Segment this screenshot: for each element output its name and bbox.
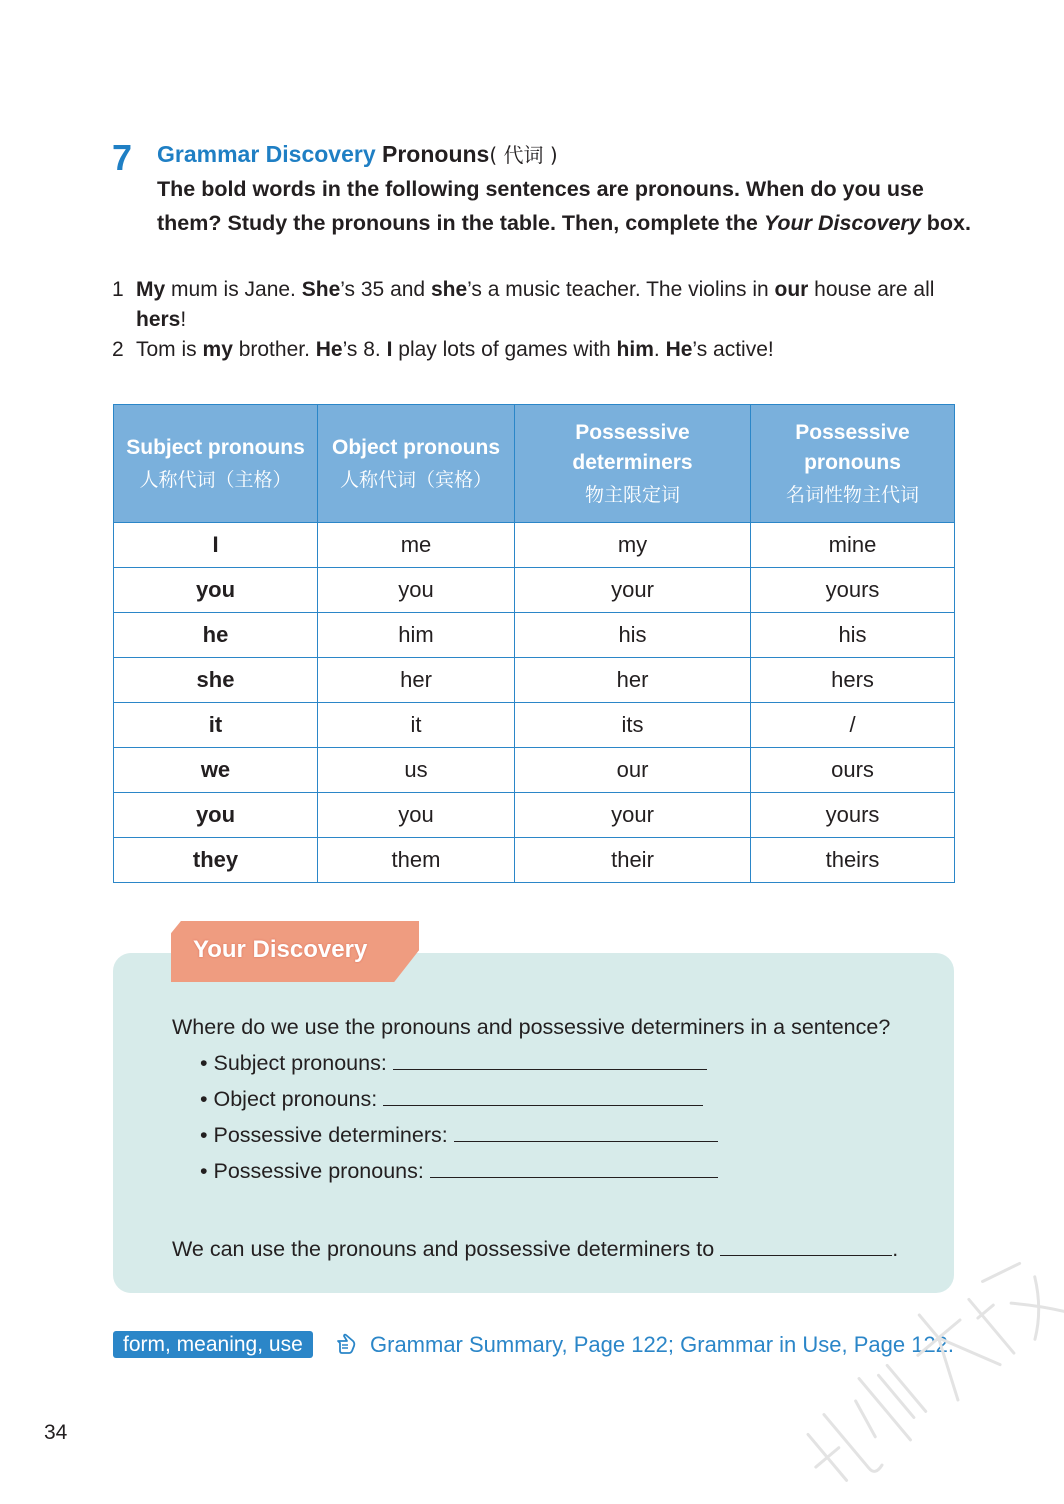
grammar-reference[interactable]: Grammar Summary, Page 122; Grammar in Use, Page 122. [370, 1332, 955, 1357]
publisher-watermark [740, 1180, 1064, 1500]
possessive-pronoun-cell: yours [751, 568, 955, 613]
header-cn: 人称代词（主格） [139, 468, 292, 491]
table-header-row [114, 405, 955, 523]
discovery-item-label: • Subject pronouns: [200, 1051, 387, 1075]
subject-pronoun-cell: you [114, 568, 318, 613]
bold-word: him [616, 338, 654, 361]
table-row [114, 568, 955, 613]
possessive-pronoun-cell: ours [751, 748, 955, 793]
possessive-pronoun-cell: his [751, 613, 955, 658]
discovery-use-end: . [892, 1237, 899, 1261]
sentence-text: Tom is [136, 338, 203, 361]
bold-word: hers [136, 308, 181, 331]
subject-pronoun-cell: it [114, 703, 318, 748]
sentence-2 [112, 335, 972, 365]
discovery-item-possessive [200, 1155, 718, 1187]
subject-pronoun-cell: she [114, 658, 318, 703]
header-object-pronouns [318, 405, 515, 523]
sentence-number: 2 [112, 338, 124, 361]
exercise-title-black: Pronouns [382, 141, 490, 167]
header-subject-pronouns [114, 405, 318, 523]
instructions-italic: Your Discovery [763, 211, 921, 235]
answer-blank[interactable] [393, 1047, 707, 1070]
header-en: Possessive determiners [572, 420, 693, 474]
pronoun-table [113, 404, 955, 883]
possessive-determiner-cell: your [515, 793, 751, 838]
possessive-determiner-cell: its [515, 703, 751, 748]
table-row [114, 793, 955, 838]
pointing-hand-icon [336, 1331, 358, 1355]
header-cn: 名词性物主代词 [785, 483, 919, 506]
exercise-number: 7 [112, 137, 133, 178]
object-pronoun-cell: them [318, 838, 515, 883]
answer-blank[interactable] [454, 1119, 718, 1142]
answer-blank[interactable] [430, 1155, 718, 1178]
sentence-text: mum is Jane. [165, 278, 302, 301]
discovery-question: Where do we use the pronouns and possessive determiners in a sentence? [172, 1015, 891, 1039]
possessive-pronoun-cell: hers [751, 658, 955, 703]
table-row [114, 613, 955, 658]
object-pronoun-cell: me [318, 523, 515, 568]
possessive-pronoun-cell: / [751, 703, 955, 748]
bold-word: My [136, 278, 166, 301]
object-pronoun-cell: you [318, 568, 515, 613]
instructions-line-1: The bold words in the following sentences are pronouns. When do you use [157, 177, 924, 201]
discovery-item-label: • Object pronouns: [200, 1087, 378, 1111]
possessive-determiner-cell: my [515, 523, 751, 568]
sentence-text: . [653, 338, 666, 361]
object-pronoun-cell: you [318, 793, 515, 838]
bold-word: She [301, 278, 341, 301]
subject-pronoun-cell: you [114, 793, 318, 838]
subject-pronoun-cell: they [114, 838, 318, 883]
sentence-text: ’s active! [692, 338, 774, 361]
sentence-text: ’s 8. [342, 338, 387, 361]
bold-word: our [774, 278, 809, 301]
page-number: 34 [44, 1421, 68, 1444]
table-row [114, 523, 955, 568]
header-cn: 人称代词（宾格） [339, 468, 492, 491]
table-row [114, 703, 955, 748]
possessive-pronoun-cell: mine [751, 523, 955, 568]
bold-word: my [202, 338, 233, 361]
discovery-item-label: • Possessive determiners: [200, 1123, 448, 1147]
exercise-title-blue: Grammar Discovery [157, 141, 376, 167]
discovery-item-object [200, 1083, 703, 1115]
answer-blank[interactable] [383, 1083, 703, 1106]
exercise-title [157, 139, 558, 170]
object-pronoun-cell: it [318, 703, 515, 748]
exercise-title-cn: ( 代词 ) [489, 143, 558, 167]
object-pronoun-cell: her [318, 658, 515, 703]
object-pronoun-cell: him [318, 613, 515, 658]
table-row [114, 748, 955, 793]
possessive-determiner-cell: her [515, 658, 751, 703]
sentence-text: house are all [808, 278, 935, 301]
exercise-instructions [157, 172, 1037, 240]
header-possessive-determiners [515, 405, 751, 523]
sentence-number: 1 [112, 278, 124, 301]
sentence-text: ’s a music teacher. The violins in [467, 278, 775, 301]
table-row [114, 658, 955, 703]
instructions-text-end: box. [920, 211, 971, 235]
sentence-text: play lots of games with [392, 338, 617, 361]
subject-pronoun-cell: I [114, 523, 318, 568]
bold-word: she [430, 278, 468, 301]
possessive-determiner-cell: our [515, 748, 751, 793]
possessive-determiner-cell: their [515, 838, 751, 883]
form-meaning-use-tag: form, meaning, use [113, 1331, 313, 1358]
instructions-line-2 [157, 206, 1037, 240]
header-cn: 物主限定词 [584, 483, 680, 506]
object-pronoun-cell: us [318, 748, 515, 793]
possessive-determiner-cell: his [515, 613, 751, 658]
subject-pronoun-cell: he [114, 613, 318, 658]
discovery-item-determiners [200, 1119, 718, 1151]
possessive-determiner-cell: your [515, 568, 751, 613]
header-en: Object pronouns [332, 435, 500, 459]
bold-word: He [665, 338, 693, 361]
sentence-1 [112, 275, 972, 335]
subject-pronoun-cell: we [114, 748, 318, 793]
discovery-use-text: We can use the pronouns and possessive determiners to [172, 1237, 715, 1261]
sentence-text: ’s 35 and [340, 278, 431, 301]
discovery-item-subject [200, 1047, 707, 1079]
header-en: Possessive pronouns [795, 420, 910, 474]
discovery-tab-label: Your Discovery [193, 936, 368, 963]
sentence-text: brother. [232, 338, 316, 361]
instructions-text: them? Study the pronouns in the table. Then, complete the [157, 211, 764, 235]
header-en: Subject pronouns [126, 435, 305, 459]
possessive-pronoun-cell: theirs [751, 838, 955, 883]
discovery-item-label: • Possessive pronouns: [200, 1159, 424, 1183]
bold-word: He [315, 338, 343, 361]
table-row [114, 838, 955, 883]
bold-word: I [386, 338, 393, 361]
sentence-text: ! [180, 308, 187, 331]
possessive-pronoun-cell: yours [751, 793, 955, 838]
header-possessive-pronouns [751, 405, 955, 523]
